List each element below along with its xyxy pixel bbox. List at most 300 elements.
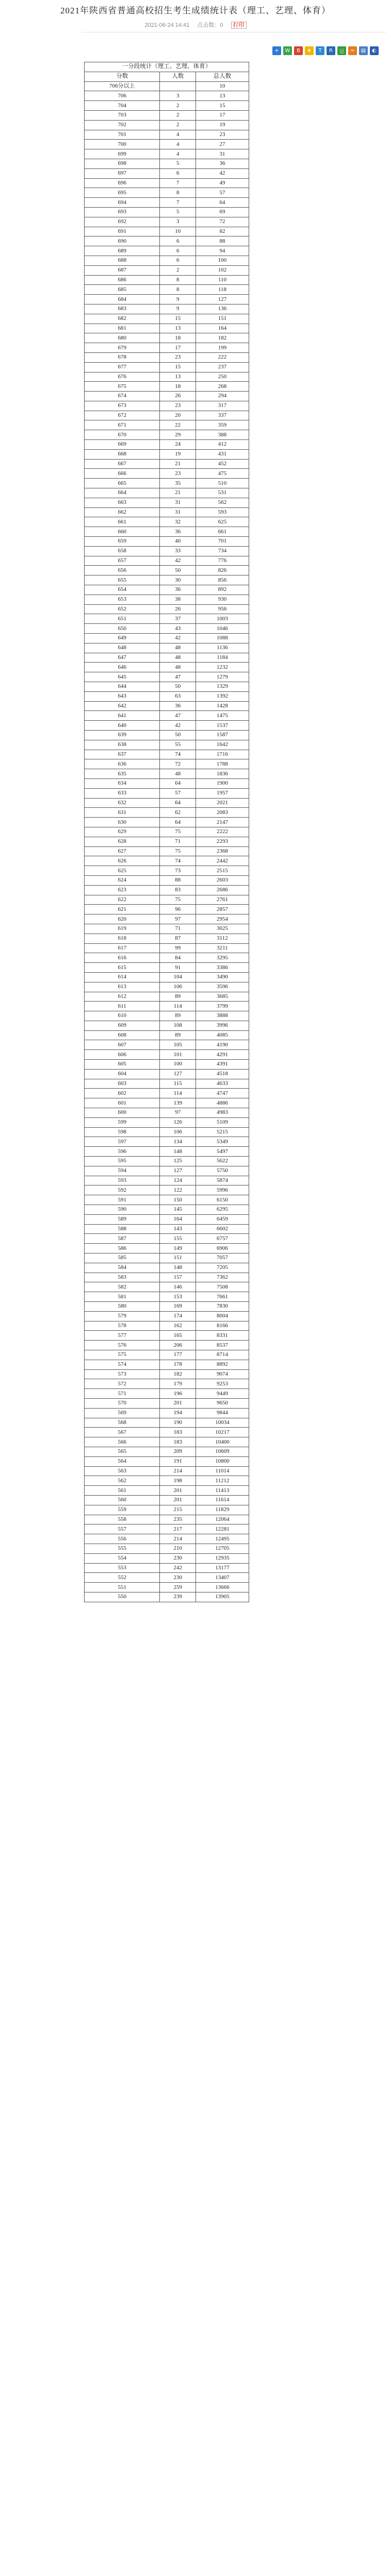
count-cell: 75 (160, 895, 196, 905)
cumulative-cell: 1537 (196, 721, 249, 731)
table-row (85, 769, 249, 779)
cumulative-cell: 3295 (196, 953, 249, 963)
score-cell: 582 (85, 1282, 160, 1292)
count-cell: 32 (160, 517, 196, 527)
table-row (85, 634, 249, 643)
cumulative-cell: 2021 (196, 798, 249, 808)
table-row (85, 1157, 249, 1166)
cumulative-cell: 136 (196, 304, 249, 314)
cumulative-cell: 27 (196, 140, 249, 149)
cumulative-cell: 3596 (196, 982, 249, 992)
table-row (85, 1002, 249, 1011)
print-link[interactable]: 打印 (231, 22, 247, 29)
score-cell: 664 (85, 488, 160, 498)
count-cell: 26 (160, 604, 196, 614)
table-row (85, 1418, 249, 1428)
cumulative-cell: 11212 (196, 1476, 249, 1486)
table-row (85, 1447, 249, 1456)
cumulative-cell: 4633 (196, 1079, 249, 1089)
score-cell: 656 (85, 566, 160, 575)
cumulative-cell: 15 (196, 101, 249, 111)
table-row (85, 1505, 249, 1515)
table-row (85, 653, 249, 663)
table-row (85, 333, 249, 343)
count-cell: 150 (160, 1195, 196, 1205)
table-row (85, 818, 249, 827)
count-cell: 201 (160, 1398, 196, 1408)
count-cell: 114 (160, 1089, 196, 1098)
cumulative-cell: 562 (196, 498, 249, 507)
score-cell: 688 (85, 256, 160, 265)
table-row (85, 1050, 249, 1060)
cumulative-cell: 1003 (196, 614, 249, 624)
score-cell: 617 (85, 943, 160, 953)
cumulative-cell: 12064 (196, 1515, 249, 1524)
count-cell: 8 (160, 188, 196, 198)
cumulative-cell: 11614 (196, 1495, 249, 1505)
table-row (85, 701, 249, 711)
count-cell: 35 (160, 479, 196, 488)
cumulative-cell: 8714 (196, 1350, 249, 1360)
cumulative-cell: 7057 (196, 1253, 249, 1263)
table-row (85, 682, 249, 692)
score-cell: 603 (85, 1079, 160, 1089)
cumulative-cell: 9650 (196, 1398, 249, 1408)
cumulative-cell: 6906 (196, 1244, 249, 1253)
cumulative-cell: 4983 (196, 1108, 249, 1118)
cumulative-cell: 2147 (196, 818, 249, 827)
count-cell: 36 (160, 527, 196, 537)
score-cell: 556 (85, 1534, 160, 1544)
article-meta (0, 21, 391, 29)
score-cell: 589 (85, 1214, 160, 1224)
table-row (85, 808, 249, 818)
count-cell: 217 (160, 1524, 196, 1534)
score-cell: 609 (85, 1021, 160, 1030)
count-cell: 89 (160, 1030, 196, 1040)
cumulative-cell: 956 (196, 604, 249, 614)
score-cell: 583 (85, 1273, 160, 1282)
table-row (85, 295, 249, 304)
table-row (85, 1583, 249, 1592)
score-cell: 555 (85, 1544, 160, 1553)
count-cell: 106 (160, 982, 196, 992)
count-cell: 2 (160, 265, 196, 275)
table-row (85, 1553, 249, 1563)
count-cell: 235 (160, 1515, 196, 1524)
count-cell: 37 (160, 614, 196, 624)
count-cell: 106 (160, 1127, 196, 1137)
count-cell: 38 (160, 595, 196, 604)
table-row (85, 159, 249, 168)
score-cell: 648 (85, 643, 160, 653)
table-row (85, 382, 249, 392)
score-cell: 552 (85, 1573, 160, 1583)
table-row (85, 1534, 249, 1544)
count-cell: 48 (160, 653, 196, 663)
cumulative-cell: 826 (196, 566, 249, 575)
count-cell: 214 (160, 1466, 196, 1476)
count-cell: 183 (160, 1428, 196, 1437)
score-cell: 673 (85, 401, 160, 411)
score-cell: 657 (85, 556, 160, 566)
cumulative-cell: 164 (196, 324, 249, 333)
cumulative-cell: 1088 (196, 634, 249, 643)
cumulative-cell: 1232 (196, 663, 249, 672)
count-cell: 127 (160, 1069, 196, 1079)
count-cell: 42 (160, 634, 196, 643)
count-cell: 31 (160, 498, 196, 507)
table-row (85, 178, 249, 188)
count-cell: 97 (160, 1108, 196, 1118)
cumulative-cell: 82 (196, 227, 249, 236)
score-cell: 674 (85, 392, 160, 401)
table-row (85, 1108, 249, 1118)
score-cell: 633 (85, 788, 160, 798)
cumulative-cell: 388 (196, 430, 249, 440)
score-cell: 562 (85, 1476, 160, 1486)
table-row (85, 1137, 249, 1147)
score-cell: 550 (85, 1592, 160, 1602)
cumulative-cell: 3799 (196, 1002, 249, 1011)
count-cell: 62 (160, 808, 196, 818)
score-cell: 675 (85, 382, 160, 392)
cumulative-cell: 4391 (196, 1060, 249, 1070)
table-row (85, 875, 249, 885)
score-cell: 587 (85, 1234, 160, 1244)
table-row (85, 1389, 249, 1399)
table-row (85, 101, 249, 111)
count-cell: 64 (160, 798, 196, 808)
table-row (85, 1214, 249, 1224)
score-cell: 604 (85, 1069, 160, 1079)
cumulative-cell: 12495 (196, 1534, 249, 1544)
cumulative-cell: 13 (196, 91, 249, 101)
cumulative-cell: 88 (196, 236, 249, 246)
tencent-weibo-icon[interactable]: T (316, 46, 324, 55)
count-cell: 8 (160, 285, 196, 295)
count-cell: 73 (160, 866, 196, 876)
count-cell: 42 (160, 556, 196, 566)
table-row (85, 91, 249, 101)
table-row (85, 1176, 249, 1185)
count-cell: 96 (160, 905, 196, 914)
count-cell: 177 (160, 1350, 196, 1360)
count-cell: 18 (160, 333, 196, 343)
cumulative-cell: 13905 (196, 1592, 249, 1602)
count-cell: 215 (160, 1505, 196, 1515)
count-cell: 13 (160, 372, 196, 382)
cumulative-cell: 8166 (196, 1321, 249, 1331)
score-cell: 630 (85, 818, 160, 827)
table-row (85, 314, 249, 324)
score-cell: 635 (85, 769, 160, 779)
cumulative-cell: 222 (196, 352, 249, 362)
count-cell: 71 (160, 924, 196, 934)
count-cell: 71 (160, 837, 196, 846)
score-cell: 581 (85, 1292, 160, 1302)
table-row (85, 759, 249, 769)
cumulative-cell: 5497 (196, 1147, 249, 1157)
score-cell: 619 (85, 924, 160, 934)
column-header: 总人数 (196, 72, 249, 81)
cumulative-cell: 1957 (196, 788, 249, 798)
score-cell: 706分以上 (85, 81, 160, 91)
renren-icon[interactable]: R (327, 46, 335, 55)
cumulative-cell: 5349 (196, 1137, 249, 1147)
count-cell: 164 (160, 1214, 196, 1224)
table-row (85, 236, 249, 246)
score-cell: 702 (85, 120, 160, 130)
table-row (85, 440, 249, 450)
score-cell: 676 (85, 372, 160, 382)
score-cell: 612 (85, 992, 160, 1002)
cumulative-cell: 7661 (196, 1292, 249, 1302)
cumulative-cell: 4291 (196, 1050, 249, 1060)
count-cell: 48 (160, 769, 196, 779)
table-row (85, 798, 249, 808)
cumulative-cell: 4190 (196, 1040, 249, 1050)
cumulative-cell: 250 (196, 372, 249, 382)
table-row (85, 285, 249, 295)
score-cell: 596 (85, 1147, 160, 1157)
cumulative-cell: 57 (196, 188, 249, 198)
douban-icon[interactable]: 豆 (337, 46, 346, 55)
count-cell: 6 (160, 246, 196, 256)
count-cell: 99 (160, 943, 196, 953)
table-row (85, 1476, 249, 1486)
cumulative-cell: 930 (196, 595, 249, 604)
score-cell: 647 (85, 653, 160, 663)
count-cell: 198 (160, 1476, 196, 1486)
table-row (85, 81, 249, 91)
score-cell: 684 (85, 295, 160, 304)
cumulative-cell: 1587 (196, 730, 249, 740)
table-row (85, 1060, 249, 1070)
table-row (85, 1302, 249, 1312)
count-cell: 7 (160, 178, 196, 188)
table-row (85, 1563, 249, 1573)
count-cell: 9 (160, 304, 196, 314)
table-row (85, 711, 249, 721)
cumulative-cell: 268 (196, 382, 249, 392)
table-row (85, 953, 249, 963)
score-cell: 591 (85, 1195, 160, 1205)
cumulative-cell: 2686 (196, 885, 249, 895)
count-cell: 5 (160, 207, 196, 217)
table-row (85, 963, 249, 973)
count-cell: 101 (160, 1050, 196, 1060)
score-cell: 640 (85, 721, 160, 731)
cumulative-cell: 1392 (196, 691, 249, 701)
count-cell: 74 (160, 856, 196, 866)
table-row (85, 972, 249, 982)
score-cell: 602 (85, 1089, 160, 1098)
score-cell: 568 (85, 1418, 160, 1428)
cumulative-cell: 776 (196, 556, 249, 566)
column-header: 分数 (85, 72, 160, 81)
cumulative-cell: 5750 (196, 1166, 249, 1176)
score-cell: 692 (85, 217, 160, 227)
count-cell: 87 (160, 934, 196, 943)
score-cell: 576 (85, 1341, 160, 1350)
cumulative-cell: 237 (196, 362, 249, 372)
count-cell: 148 (160, 1147, 196, 1157)
score-cell: 670 (85, 430, 160, 440)
count-cell: 145 (160, 1205, 196, 1215)
count-cell: 179 (160, 1379, 196, 1389)
cumulative-cell: 1046 (196, 624, 249, 634)
plus-icon[interactable]: + (272, 46, 281, 55)
cumulative-cell: 4886 (196, 1098, 249, 1108)
cumulative-cell: 1184 (196, 653, 249, 663)
cumulative-cell: 593 (196, 507, 249, 517)
count-cell: 242 (160, 1563, 196, 1573)
print-icon[interactable]: ▤ (359, 46, 368, 55)
score-cell: 658 (85, 546, 160, 556)
count-cell: 4 (160, 140, 196, 149)
table-row (85, 1466, 249, 1476)
table-row (85, 1321, 249, 1331)
count-cell: 134 (160, 1137, 196, 1147)
score-cell: 611 (85, 1002, 160, 1011)
score-cell: 678 (85, 352, 160, 362)
publish-datetime: 2021-06-24 14:41 (144, 22, 190, 28)
user-icon[interactable]: ◐ (370, 46, 379, 55)
table-row (85, 1544, 249, 1553)
cumulative-cell: 2368 (196, 846, 249, 856)
count-cell: 13 (160, 324, 196, 333)
score-cell: 579 (85, 1311, 160, 1321)
score-cell: 696 (85, 178, 160, 188)
table-row (85, 517, 249, 527)
cumulative-cell: 49 (196, 178, 249, 188)
count-cell: 151 (160, 1253, 196, 1263)
count-cell: 21 (160, 459, 196, 469)
table-row (85, 778, 249, 788)
count-cell: 209 (160, 1447, 196, 1456)
table-row (85, 256, 249, 265)
table-row (85, 730, 249, 740)
score-cell: 572 (85, 1379, 160, 1389)
table-row (85, 1437, 249, 1447)
table-row (85, 265, 249, 275)
table-row (85, 401, 249, 411)
wechat-icon[interactable]: W (283, 46, 292, 55)
score-cell: 650 (85, 624, 160, 634)
count-cell: 153 (160, 1292, 196, 1302)
score-cell: 691 (85, 227, 160, 236)
count-cell: 2 (160, 120, 196, 130)
count-cell: 84 (160, 953, 196, 963)
table-row (85, 188, 249, 198)
count-cell: 57 (160, 788, 196, 798)
count-cell: 23 (160, 469, 196, 479)
weibo-icon[interactable]: B (294, 46, 303, 55)
score-cell: 622 (85, 895, 160, 905)
cumulative-cell: 12935 (196, 1553, 249, 1563)
score-cell: 598 (85, 1127, 160, 1137)
rss-icon[interactable]: ≈ (348, 46, 357, 55)
score-cell: 595 (85, 1157, 160, 1166)
table-row (85, 217, 249, 227)
count-cell: 50 (160, 730, 196, 740)
table-row (85, 1079, 249, 1089)
table-row (85, 1117, 249, 1127)
table-row (85, 362, 249, 372)
score-cell: 666 (85, 469, 160, 479)
table-row (85, 566, 249, 575)
count-cell: 15 (160, 314, 196, 324)
table-row (85, 1398, 249, 1408)
score-cell: 694 (85, 198, 160, 208)
cumulative-cell: 337 (196, 411, 249, 420)
cumulative-cell: 7508 (196, 1282, 249, 1292)
score-cell: 618 (85, 934, 160, 943)
score-cell: 558 (85, 1515, 160, 1524)
cumulative-cell: 452 (196, 459, 249, 469)
cumulative-cell: 13666 (196, 1583, 249, 1592)
score-cell: 679 (85, 343, 160, 353)
count-cell: 146 (160, 1282, 196, 1292)
table-row (85, 246, 249, 256)
cumulative-cell: 1836 (196, 769, 249, 779)
score-cell: 585 (85, 1253, 160, 1263)
table-row (85, 1311, 249, 1321)
qzone-icon[interactable]: ★ (305, 46, 314, 55)
score-cell: 632 (85, 798, 160, 808)
table-row (85, 992, 249, 1002)
score-cell: 628 (85, 837, 160, 846)
table-row (85, 198, 249, 208)
table-row (85, 866, 249, 876)
cumulative-cell: 3685 (196, 992, 249, 1002)
cumulative-cell: 6295 (196, 1205, 249, 1215)
column-header: 人数 (160, 72, 196, 81)
table-row (85, 604, 249, 614)
table-caption: 一分段统计（理工、艺理、体育） (85, 62, 249, 72)
table-row (85, 1282, 249, 1292)
count-cell: 50 (160, 566, 196, 575)
table-row (85, 1341, 249, 1350)
count-cell: 48 (160, 663, 196, 672)
cumulative-cell: 412 (196, 440, 249, 450)
table-row (85, 449, 249, 459)
score-cell: 646 (85, 663, 160, 672)
table-row (85, 1234, 249, 1244)
cumulative-cell: 10800 (196, 1456, 249, 1466)
table-row (85, 488, 249, 498)
cumulative-cell: 510 (196, 479, 249, 488)
table-row (85, 1292, 249, 1302)
table-row (85, 643, 249, 653)
cumulative-cell: 7830 (196, 1302, 249, 1312)
table-row (85, 275, 249, 285)
count-cell: 36 (160, 701, 196, 711)
cumulative-cell: 19 (196, 120, 249, 130)
count-cell: 4 (160, 130, 196, 140)
count-cell: 75 (160, 827, 196, 837)
score-cell: 560 (85, 1495, 160, 1505)
score-distribution-table (84, 62, 249, 1602)
cumulative-cell: 13177 (196, 1563, 249, 1573)
table-row (85, 120, 249, 130)
cumulative-cell: 10 (196, 81, 249, 91)
table-row (85, 914, 249, 924)
count-cell: 183 (160, 1437, 196, 1447)
score-cell: 689 (85, 246, 160, 256)
table-row (85, 498, 249, 507)
